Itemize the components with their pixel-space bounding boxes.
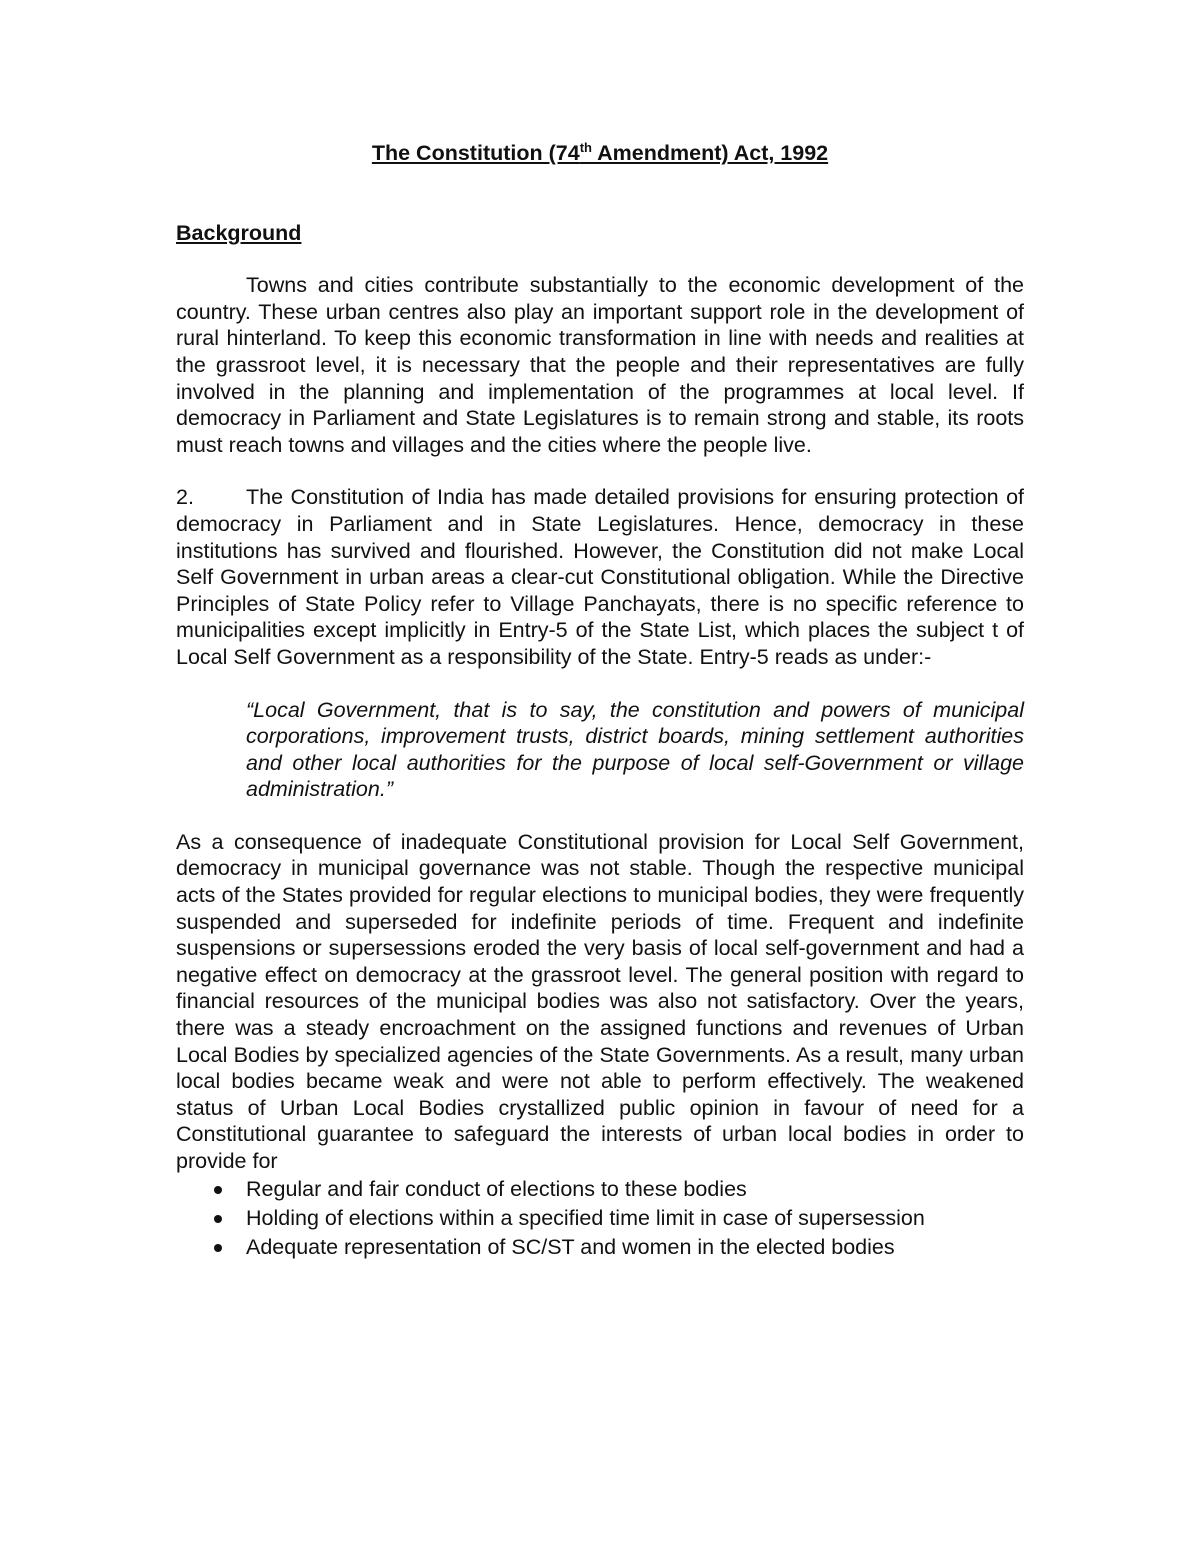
section-heading-background: Background [176, 220, 302, 245]
document-content [176, 140, 1024, 1262]
list-item-text: Regular and fair conduct of elections to these bodies [246, 1176, 747, 1201]
paragraph-3: As a consequence of inadequate Constitutional provision for Local Self Government, democracy in municipal governance was not stable. Though the respective municipal acts of the States provided for regular elections to municipal bodies, they were frequently suspended and superseded for indefinite periods of time. Frequent and indefinite suspensions or supersessions eroded the very basis of local self-government and had a negative effect on democracy at the grassroot level. The general position with regard to financial resources of the municipal bodies was also not satisfactory. Over the years, there was a steady encroachment on the assigned functions and revenues of Urban Local Bodies by specialized agencies of the State Governments. As a result, many urban local bodies became weak and were not able to perform effectively. The weakened status of Urban Local Bodies crystallized public opinion in favour of need for a Constitutional guarantee to safeguard the interests of urban local bodies in order to provide for [176, 829, 1024, 1173]
bullet-icon [214, 1186, 222, 1194]
paragraph-2 [176, 484, 1024, 670]
document-title [176, 140, 1024, 167]
bullet-icon [214, 1244, 222, 1252]
list-item [176, 1175, 1024, 1204]
bullet-icon [214, 1215, 222, 1223]
list-item-text: Holding of elections within a specified time limit in case of supersession [246, 1205, 925, 1230]
title-rest: Amendment) Act, 1992 [591, 141, 829, 165]
list-item [176, 1233, 1024, 1262]
list-item [176, 1204, 1024, 1233]
title-main: The Constitution (74 [371, 141, 580, 165]
bullet-list [176, 1175, 1024, 1262]
paragraph-number: 2. [176, 485, 194, 510]
paragraph-2-text: The Constitution of India has made detailed provisions for ensuring protection of democracy in Parliament and in State Legislatures. Hence, democracy in these institutions has survived and flourished. However, the Constitution did not make Local Self Government in urban areas a clear-cut Constitutional obligation. While the Directive Principles of State Policy refer to Village Panchayats, there is no specific reference to municipalities except implicitly in Entry-5 of the State List, which places the subject t of Local Self Government as a responsibility of the State. Entry-5 reads as under:- [176, 485, 1024, 669]
paragraph-1: Towns and cities contribute substantially to the economic development of the country. These urban centres also play an important support role in the development of rural hinterland. To keep this economic transformation in line with needs and realities at the grassroot level, it is necessary that the people and their representatives are fully involved in the planning and implementation of the programmes at local level. If democracy in Parliament and State Legislatures is to remain strong and stable, its roots must reach towns and villages and the cities where the people live. [176, 273, 1024, 457]
list-item-text: Adequate representation of SC/ST and women in the elected bodies [246, 1234, 895, 1259]
title-superscript: th [579, 140, 592, 155]
entry-5-quote: “Local Government, that is to say, the constitution and powers of municipal corporations, improvement trusts, district boards, mining settlement authorities and other local authorities for the purpose of local self-Government or village administration.” [246, 697, 1024, 802]
